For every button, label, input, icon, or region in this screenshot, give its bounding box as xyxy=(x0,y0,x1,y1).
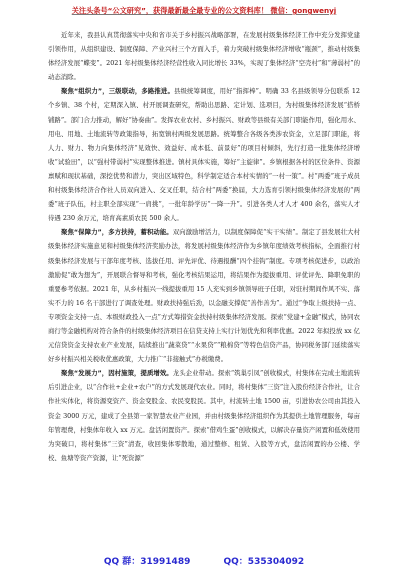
paragraph-intro xyxy=(48,28,360,84)
paragraph-development xyxy=(48,366,360,465)
paragraph-organization xyxy=(48,84,360,225)
footer-contact xyxy=(0,556,408,568)
paragraph-body: 双向激励增活力，以制度保障促“实干实绩”。制定了县发展壮大村级集体经济实施意见和村级集体经济奖励办法，将发展村级集体经济作为乡镇年度绩效考核指标，全面推行村级集体经济发展与干部年度考核、选拔任用、评先评优、待遇报酬“四个挂钩”制度。专项考核促进步，以政治激励促“敢为想为”，开展联合督导和考核，强化考核结果运用，将结果作为提拔重用、评优评先、降职免职的重要参考依据。2021 年，从乡村振兴一线提拔重用 15 人充实到乡镇领导班子任职，对驻村期间作风不实、落实不力的 16 名干部进行了调查处理。财政扶持强后劲，以金融支撑促“善作善为”。通过“争取上级扶持一点、专项资金支持一点、本级财政投入一点”方式筹措资金扶持村级集体经济发展。探索“党建+金融”模式，协同农商行等金融机构对符合条件的村级集体经济项目在信贷支持上实行计划优先和利率优惠。2022 年拟投放 xx 亿元信贷资金支持农业产业发展，陆续推出“蔬菜贷”“水果贷”“粮棉贷”等特色信贷产品，协同税务部门延续落实好乡村振兴相关税收优惠政策，大力推广“非接触式”办税缴费。 xyxy=(48,228,360,364)
paragraph-lead: 聚焦“保障力”，多方扶持，蓄积动能。 xyxy=(61,228,173,237)
paragraph-body: 龙头企业带动。探索“筑巢引凤”创收模式，村集体在完成土地流转后引进企业，以“合作社+企业+农户”的方式发展现代农业。同时，将村集体“三资”注入股份经济合作社，让合作社实体化，将资源变资产、资金变股金、农民变股民。其中，村流转土地 1500 亩，引进协农公司由其投入资金 3000 万元，建成了全县第一家智慧农业产业园，并由村级集体经济组织作为其提供土地管理服务，每亩年管理费，村集体年收入 xx 万元。盘活闲置资产。探索“借鸡生蛋”创收模式，以解决存量资产闲置和低效使用为突破口，将村集体“三资”清查，收回集体零散地，通过整修、租赁、入股等方式，盘活闲置的办公楼、学校、鱼塘等资产资源，让“死资源” xyxy=(48,369,360,462)
paragraph-lead: 聚焦“发展力”，因村施策，提质增效。 xyxy=(61,369,173,378)
paragraph-lead: 聚焦“组织力”，三级联动，多路推进。 xyxy=(61,87,174,96)
paragraph-guarantee xyxy=(48,225,360,366)
paragraph-body: 县级统筹调度，用好“指挥棒”。明确 33 名县级领导分包联系 12 个乡镇、38 个村，定期深入镇、村开展调查研究，帮助出思路、定计划、选项目，为村级集体经济发展“搭桥铺路”。部门合力推动，解好“协奏曲”。发挥农业农村、乡村振兴、财政等县级有关部门职能作用，强化用水、用电、用地、土地流转等政策指导，拓宽镇村两级发展思路。统筹整合各级各类涉农资金，立足部门职能，将人力、财力、物力向集体经济“见效快、效益好、成本低、前景好”的项目村倾斜，先行打造一批集体经济增收“试验田”，以“强村带弱村”实现整体推进。镇村具体实施，筹好“主旋律”。乡镇根据各村的区位条件、资源禀赋和现状基础，深挖优势和潜力，突出区域特色，科学制定适合本村实情的“一村一策”。村“两委”班子成员和村级集体经济合作社人员双向进入、交叉任职，结合村“两委”换届，大力选育引领村级集体经济发展的“两委”班子队伍，村主职全部实现“一肩挑”，一批年龄学历“一降一升”。引进各类人才人才 400 余名，落实人才待遇 230 余万元，培育高素质农民 500 余人。 xyxy=(48,87,360,223)
footer-qq-group: QQ 群：31991489 xyxy=(103,557,191,567)
header-banner: 关注头条号“公文研究”，获得最新最全最专业的公文资料库！ 微信：gongwenyj xyxy=(71,6,337,15)
document-body xyxy=(48,28,360,465)
paragraph-body: 近年来，我县认真贯彻落实中央和省市关于乡村振兴战略部署，在发展村级集体经济工作中充分发挥党建引领作用，从组织建设、制度保障、产业兴村三个方面入手，着力突破村级集体经济增收“瓶颈”，推动村级集体经济发展“蝶变”。2021 年村级集体经济经营性收入同比增长 33%，实现了集体经济“空壳村”和“薄弱村”的动态消除。 xyxy=(48,31,360,82)
footer-qq: QQ：535304092 xyxy=(223,557,305,567)
